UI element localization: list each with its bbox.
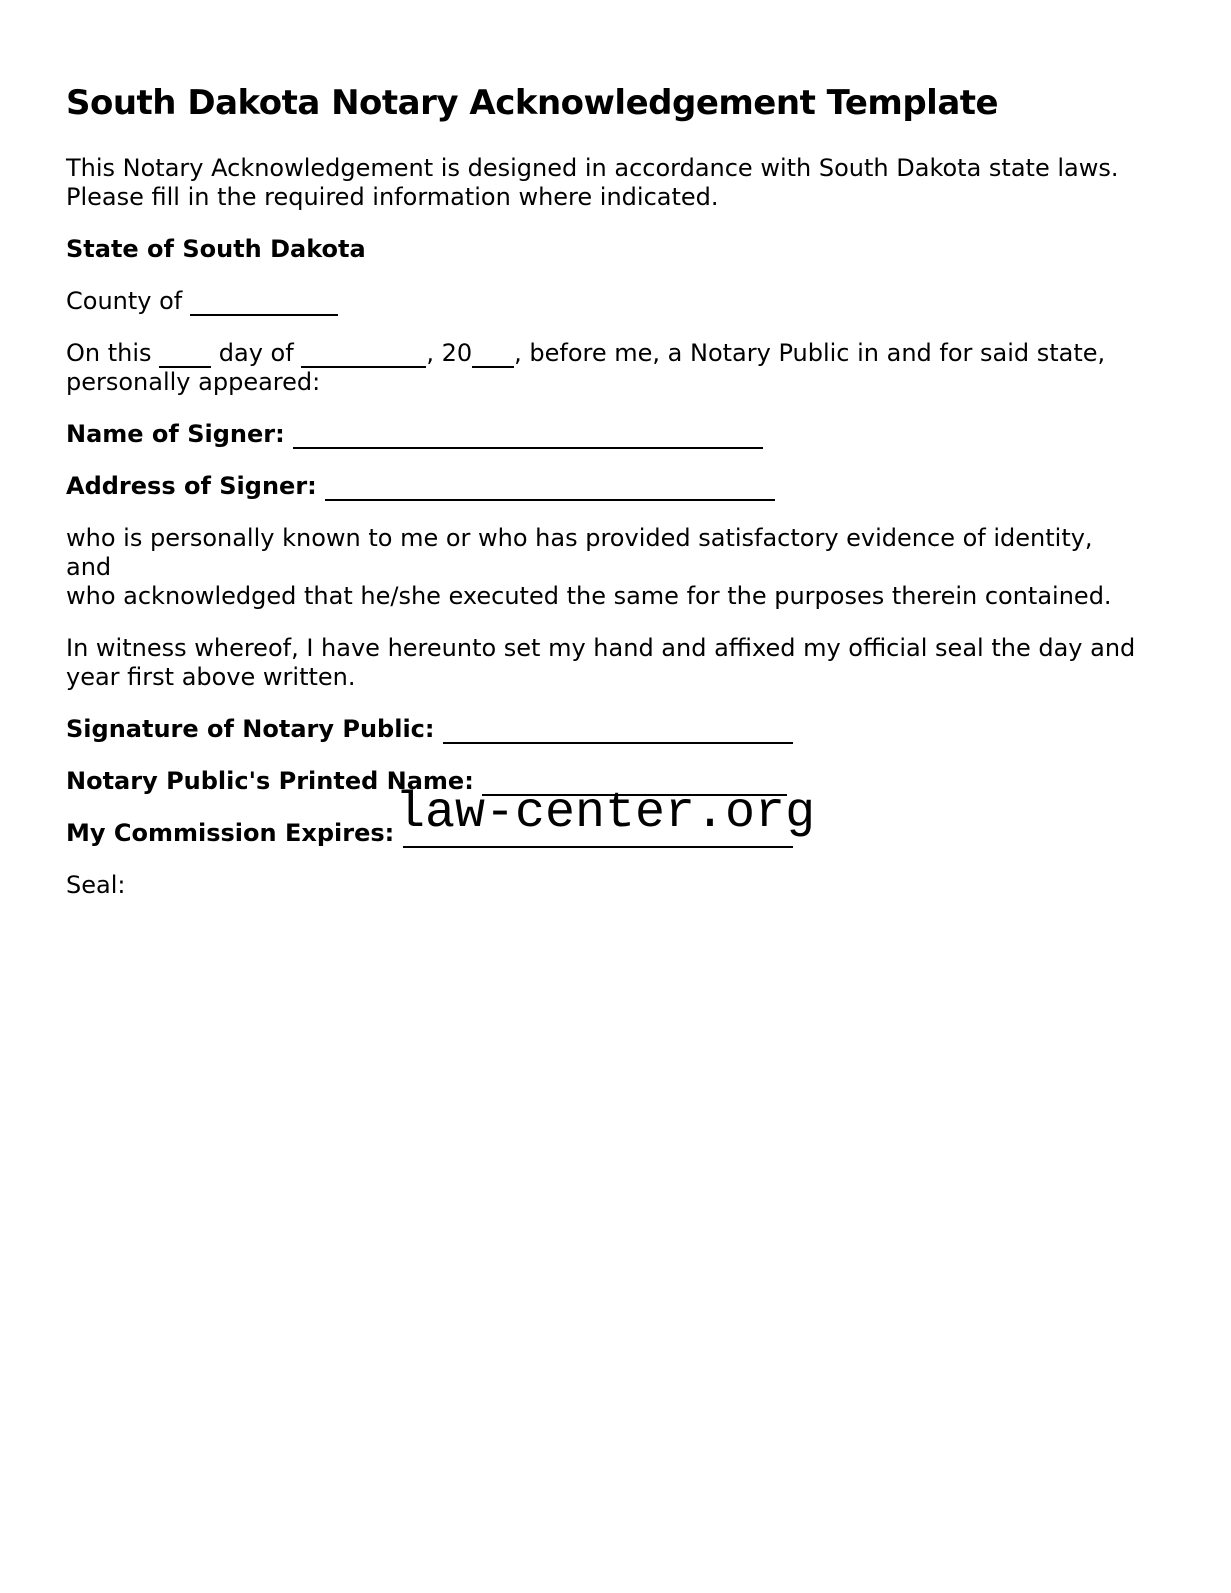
day-blank [159,339,211,368]
county-label: County of [66,286,190,315]
county-line [66,287,1141,316]
identity-line-1: who is personally known to me or who has provided satisfactory evidence of identity, and [66,523,1093,581]
law-center-watermark: law-center.org [395,784,816,842]
date-line-2: personally appeared: [66,367,321,396]
year-blank [472,339,514,368]
date-line-part-1: On this [66,338,160,367]
signer-name-blank [293,420,763,449]
intro-line-2: Please fill in the required information where indicated. [66,182,719,211]
notary-signature-line [66,715,1141,744]
date-line-part-4: , before me, a Notary Public in and for said state, [514,338,1106,367]
identity-paragraph [66,524,1141,611]
notary-signature-blank [443,715,793,744]
signer-address-line [66,472,1141,501]
witness-line-1: In witness whereof, I have hereunto set my hand and affixed my official seal the day and [66,633,1136,662]
page-title: South Dakota Notary Acknowledgement Template [66,83,999,123]
commission-expires-label: My Commission Expires: [66,818,403,847]
signer-name-line [66,420,1141,449]
state-heading: State of South Dakota [66,234,366,263]
date-line-part-3: , 20 [426,338,473,367]
notary-signature-label: Signature of Notary Public: [66,714,443,743]
witness-line-2: year first above written. [66,662,356,691]
identity-line-2: who acknowledged that he/she executed the same for the purposes therein contained. [66,581,1112,610]
notary-printed-name-label: Notary Public's Printed Name: [66,766,483,795]
witness-paragraph [66,634,1141,692]
date-line-part-2: day of [211,338,302,367]
seal-label: Seal: [66,870,126,899]
intro-paragraph [66,154,1141,212]
month-blank [301,339,426,368]
commission-expires-line [66,784,1141,848]
date-line [66,339,1141,397]
county-blank [190,287,338,316]
signer-address-blank [325,472,775,501]
intro-line-1: This Notary Acknowledgement is designed in accordance with South Dakota state laws. [66,153,1119,182]
signer-address-label: Address of Signer: [66,471,326,500]
signer-name-label: Name of Signer: [66,419,294,448]
